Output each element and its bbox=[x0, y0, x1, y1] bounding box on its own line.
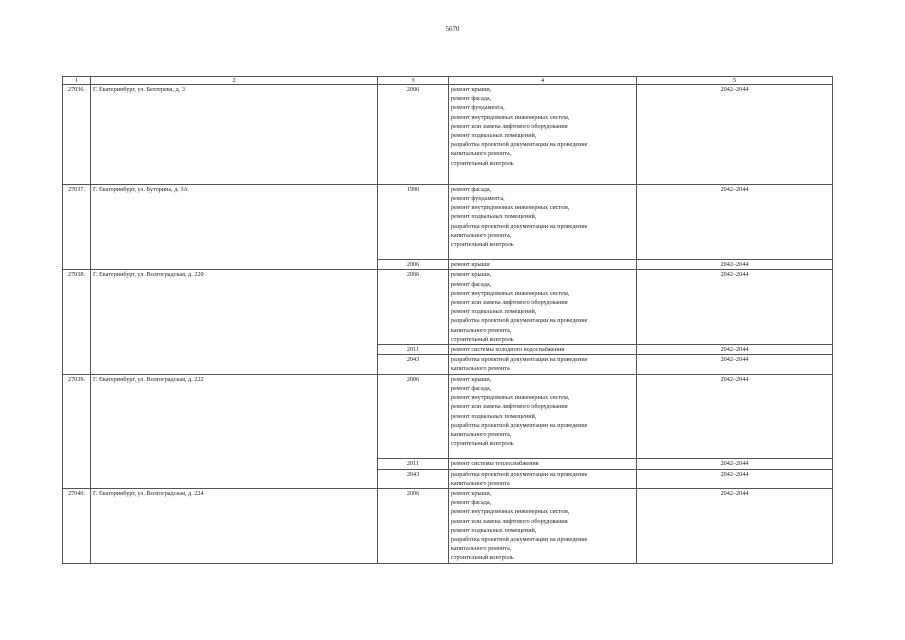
works-list bbox=[449, 345, 637, 355]
works-list bbox=[449, 184, 637, 259]
entry-address: Г. Екатеринбург, ул. Волгоградская, д. 224 bbox=[91, 488, 378, 563]
work-item: разработка проектной документации на проведение bbox=[451, 535, 588, 543]
work-item: ремонт или замена лифтового оборудования bbox=[451, 403, 568, 411]
work-item: разработка проектной документации на проведение bbox=[451, 356, 588, 364]
entry-address: Г. Екатеринбург, ул. Бехтерева, д. 3 bbox=[91, 85, 378, 185]
work-item: ремонт системы холодного водоснабжения bbox=[451, 346, 565, 354]
work-item: ремонт фасада, bbox=[451, 185, 492, 193]
column-header: 2 bbox=[91, 77, 378, 85]
works-list bbox=[449, 488, 637, 563]
repair-period: 2042–2044 bbox=[637, 270, 833, 345]
table-row bbox=[63, 374, 833, 459]
works-list bbox=[449, 270, 637, 345]
entry-number: 27038. bbox=[63, 270, 91, 374]
entry-number: 27037. bbox=[63, 184, 91, 270]
work-item: ремонт крыши, bbox=[451, 375, 492, 383]
column-header: 3 bbox=[378, 77, 449, 85]
work-item: ремонт или замена лифтового оборудования bbox=[451, 517, 568, 525]
work-item: капитального ремонта, bbox=[451, 545, 512, 553]
work-item: разработка проектной документации на проведение bbox=[451, 222, 588, 230]
table-row bbox=[63, 488, 833, 563]
repair-period: 2042–2044 bbox=[637, 459, 833, 469]
repair-period: 2042–2044 bbox=[637, 184, 833, 259]
work-item: ремонт внутридомовых инженерных систем, bbox=[451, 508, 570, 516]
table-row bbox=[63, 270, 833, 345]
entry-number: 27036. bbox=[63, 85, 91, 185]
work-item: ремонт подвальных помещений, bbox=[451, 526, 537, 534]
work-item: ремонт внутридомовых инженерных систем, bbox=[451, 289, 570, 297]
repair-period: 2042–2044 bbox=[637, 355, 833, 374]
work-item: строительный контроль bbox=[451, 159, 514, 167]
construction-year: 2006 bbox=[378, 270, 449, 345]
works-list bbox=[449, 85, 637, 185]
work-item: разработка проектной документации на проведение bbox=[451, 421, 588, 429]
work-item: капитального ремонта bbox=[451, 479, 510, 487]
work-item: ремонт внутридомовых инженерных систем, bbox=[451, 113, 570, 121]
page-number: 5670 bbox=[445, 25, 460, 33]
entry-address: Г. Екатеринбург, ул. Буторина, д. 3А bbox=[91, 184, 378, 270]
repair-period: 2042–2044 bbox=[637, 345, 833, 355]
entry-address: Г. Екатеринбург, ул. Волгоградская, д. 222 bbox=[91, 374, 378, 488]
repair-period: 2042–2044 bbox=[637, 85, 833, 185]
work-item: капитального ремонта, bbox=[451, 150, 512, 158]
work-item: ремонт подвальных помещений, bbox=[451, 412, 537, 420]
work-item: ремонт фундамента, bbox=[451, 104, 505, 112]
work-item: разработка проектной документации на проведение bbox=[451, 317, 588, 325]
column-header: 1 bbox=[63, 77, 91, 85]
construction-year: 2043 bbox=[378, 469, 449, 488]
work-item: ремонт системы теплоснабжения bbox=[451, 460, 539, 468]
work-item: ремонт подвальных помещений, bbox=[451, 213, 537, 221]
repair-period: 2042–2044 bbox=[637, 374, 833, 459]
construction-year: 2006 bbox=[378, 260, 449, 270]
work-item: капитального ремонта, bbox=[451, 430, 512, 438]
work-item: ремонт или замена лифтового оборудования bbox=[451, 299, 568, 307]
column-header: 5 bbox=[637, 77, 833, 85]
work-item: ремонт внутридомовых инженерных систем, bbox=[451, 394, 570, 402]
work-item: строительный контроль bbox=[451, 554, 514, 562]
work-item: капитального ремонта, bbox=[451, 326, 512, 334]
works-list bbox=[449, 459, 637, 469]
capital-repair-table bbox=[62, 76, 833, 564]
work-item: строительный контроль bbox=[451, 335, 514, 343]
construction-year: 2006 bbox=[378, 85, 449, 185]
work-item: ремонт фасада, bbox=[451, 95, 492, 103]
works-list bbox=[449, 260, 637, 270]
work-item: капитального ремонта bbox=[451, 365, 510, 373]
work-item: ремонт фасада, bbox=[451, 280, 492, 288]
entry-number: 27040. bbox=[63, 488, 91, 563]
work-item: разработка проектной документации на проведение bbox=[451, 141, 588, 149]
work-item: ремонт крыши, bbox=[451, 489, 492, 497]
work-item: ремонт крыши, bbox=[451, 271, 492, 279]
works-list bbox=[449, 374, 637, 459]
work-item: ремонт или замена лифтового оборудования bbox=[451, 122, 568, 130]
work-item: строительный контроль bbox=[451, 440, 514, 448]
repair-period: 2042–2044 bbox=[637, 260, 833, 270]
work-item: капитального ремонта, bbox=[451, 231, 512, 239]
works-list bbox=[449, 355, 637, 374]
table-body bbox=[63, 85, 833, 564]
repair-period: 2042–2044 bbox=[637, 488, 833, 563]
work-item: ремонт подвальных помещений, bbox=[451, 132, 537, 140]
entry-number: 27039. bbox=[63, 374, 91, 488]
work-item: строительный контроль bbox=[451, 241, 514, 249]
work-item: ремонт внутридомовых инженерных систем, bbox=[451, 204, 570, 212]
entry-address: Г. Екатеринбург, ул. Волгоградская, д. 220 bbox=[91, 270, 378, 374]
work-item: ремонт подвальных помещений, bbox=[451, 308, 537, 316]
table-row bbox=[63, 85, 833, 185]
column-header: 4 bbox=[449, 77, 637, 85]
repair-period: 2042–2044 bbox=[637, 469, 833, 488]
work-item: ремонт крыши bbox=[451, 261, 490, 269]
work-item: ремонт фасада, bbox=[451, 384, 492, 392]
construction-year: 2043 bbox=[378, 355, 449, 374]
works-list bbox=[449, 469, 637, 488]
table-row bbox=[63, 184, 833, 259]
construction-year: 2011 bbox=[378, 459, 449, 469]
construction-year: 2006 bbox=[378, 488, 449, 563]
work-item: разработка проектной документации на проведение bbox=[451, 470, 588, 478]
work-item: ремонт фундамента, bbox=[451, 195, 505, 203]
header-row bbox=[63, 77, 833, 85]
construction-year: 2011 bbox=[378, 345, 449, 355]
construction-year: 2006 bbox=[378, 374, 449, 459]
construction-year: 1990 bbox=[378, 184, 449, 259]
work-item: ремонт фасада, bbox=[451, 499, 492, 507]
work-item: ремонт крыши, bbox=[451, 86, 492, 93]
